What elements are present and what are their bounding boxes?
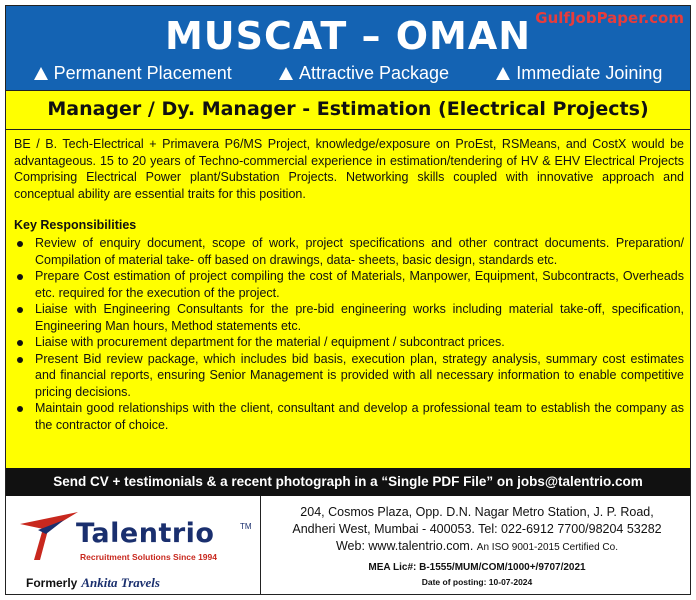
website-line <box>268 538 686 556</box>
company-address: 204, Cosmos Plaza, Opp. D.N. Nagar Metro Station, J. P. Road, Andheri West, Mumbai - 400053. Tel: 022-6912 7700/98204 53282 Web: www.talentrio.com. An ISO 9001-2015 Certified Co. <box>268 504 686 556</box>
responsibilities-heading: Key Responsibilities <box>14 218 137 232</box>
brand-tagline: Recruitment Solutions Since 1994 <box>80 552 217 562</box>
benefit-tag-permanent: Permanent Placement <box>34 63 232 84</box>
job-advertisement <box>5 5 691 595</box>
bullet-icon <box>17 307 23 313</box>
apply-instructions: Send CV + testimonials & a recent photograph in a “Single PDF File” on jobs@talentrio.com <box>6 468 690 496</box>
bullet-icon <box>17 406 23 412</box>
trademark: TM <box>240 522 252 531</box>
list-item: Present Bid review package, which includes bid basis, execution plan, strategy analysis, summary cost estimates and financial reports, ensuring Senior Management is provided with all necessary information to enable competitive pricing decisions. <box>14 351 684 401</box>
website-link[interactable]: Web: www.talentrio.com. <box>335 539 474 553</box>
divider <box>260 496 261 594</box>
bullet-icon <box>17 357 23 363</box>
talentrio-logo <box>16 502 251 572</box>
bullet-icon <box>17 340 23 346</box>
responsibilities-list <box>14 235 684 433</box>
list-item: Prepare Cost estimation of project compiling the cost of Materials, Manpower, Equipment, Subcontracts, Overheads etc. required for the execution of the project. <box>14 268 684 301</box>
divider <box>6 129 690 130</box>
job-title: Manager / Dy. Manager - Estimation (Electrical Projects) <box>47 98 649 120</box>
benefit-tag-package: Attractive Package <box>279 63 449 84</box>
swoosh-icon <box>18 510 80 562</box>
list-item: Review of enquiry document, scope of work, project specifications and other contract documents. Preparation/ Compilation of material take- off based on drawings, data- sheets, basic design, standards etc. <box>14 235 684 268</box>
bullet-icon <box>17 241 23 247</box>
triangle-icon <box>496 67 510 80</box>
bullet-icon <box>17 274 23 280</box>
job-details-panel <box>6 90 690 468</box>
mea-license: MEA Lic#: B-1555/MUM/COM/1000+/9707/2021 <box>368 562 586 573</box>
former-company-name: Ankita Travels <box>81 575 160 590</box>
formerly-line: Formerly Ankita Travels <box>26 575 160 590</box>
iso-certification: An ISO 9001-2015 Certified Co. <box>476 542 618 553</box>
posting-date: Date of posting: 10-07-2024 <box>421 577 533 587</box>
watermark: GulfJobPaper.com <box>535 9 684 27</box>
location-title: MUSCAT – OMAN <box>164 14 532 58</box>
list-item: Liaise with procurement department for the material / equipment / subcontract prices. <box>14 334 684 351</box>
benefit-tags <box>6 63 690 84</box>
triangle-icon <box>279 67 293 80</box>
brand-name: Talentrio <box>76 518 215 549</box>
header-banner <box>6 6 690 90</box>
list-item: Liaise with Engineering Consultants for the pre-bid engineering works including material take-off, specification, Engineering Man hours, Method statements etc. <box>14 301 684 334</box>
list-item: Maintain good relationships with the client, consultant and develop a professional team to establish the company as the contractor of choice. <box>14 400 684 433</box>
benefit-tag-joining: Immediate Joining <box>496 63 662 84</box>
footer <box>6 496 690 594</box>
triangle-icon <box>34 67 48 80</box>
job-description: BE / B. Tech-Electrical + Primavera P6/MS Project, knowledge/exposure on ProEst, RSMeans, and CostX would be advantageous. 15 to 20 years of Techno-commercial experience in estimation/tendering of HV & EHV Electrical Projects Comprising Electrical Power plant/Substation Projects. Networking skills coupled with innovative approach and conceptual ability are essential traits for this position. <box>14 137 684 201</box>
